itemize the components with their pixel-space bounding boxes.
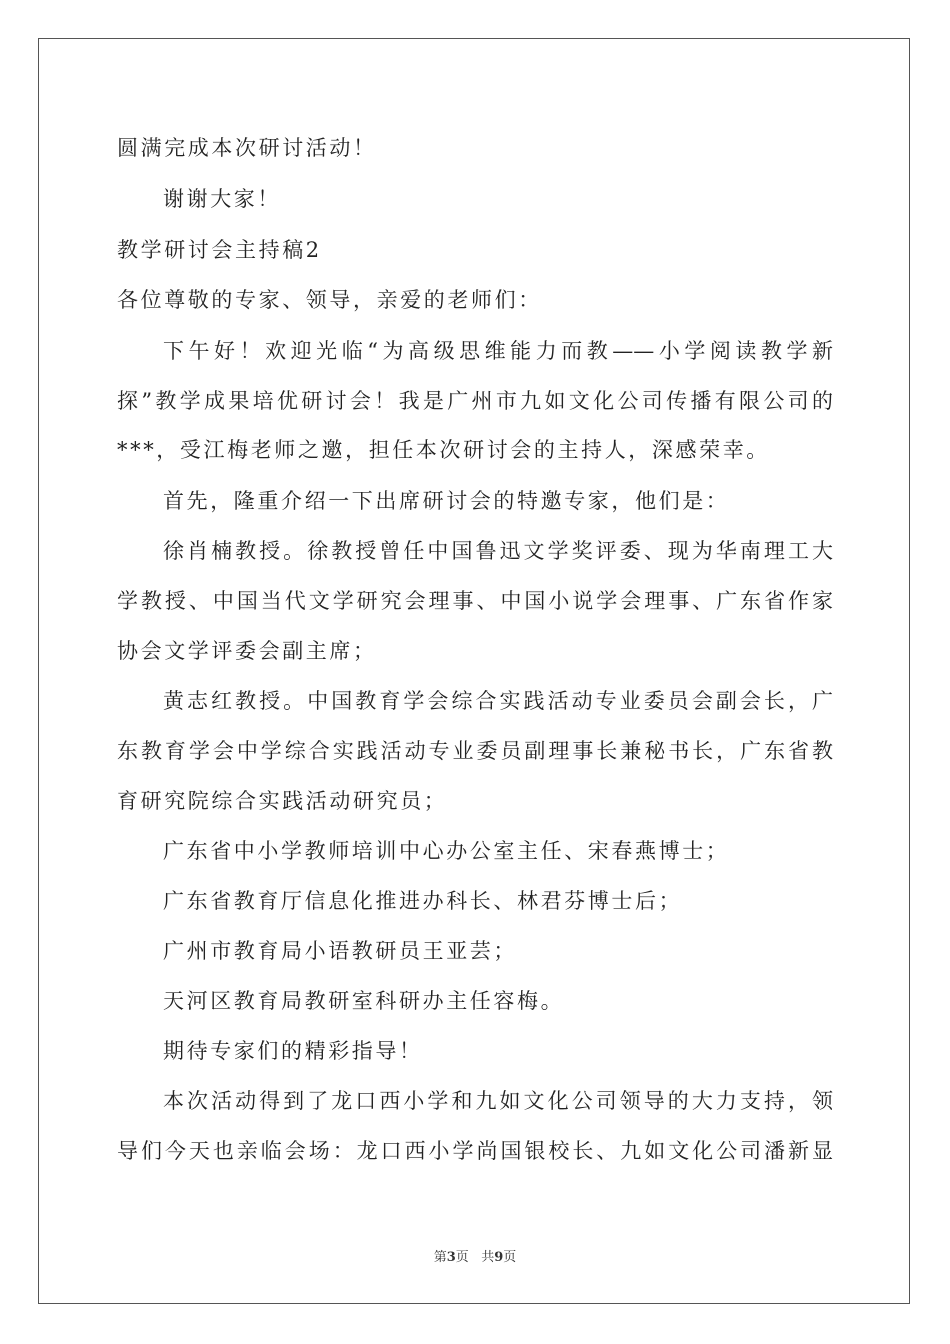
page-suffix: 页 [455,1250,469,1265]
text-line: 广东省教育厅信息化推进办科长、林君芬博士后； [163,889,683,913]
text-line: ***，受江梅老师之邀，担任本次研讨会的主持人，深感荣幸。 [117,438,770,462]
total-prefix: 共 [481,1250,495,1265]
page-footer [0,1246,950,1265]
text-line: 探”教学成果培优研讨会！我是广州市九如文化公司传播有限公司的 [117,389,833,413]
text-line: 首先，隆重介绍一下出席研讨会的特邀专家，他们是： [163,489,730,513]
text-line: 育研究院综合实践活动研究员； [117,789,448,813]
section-heading: 教学研讨会主持稿2 [117,238,322,262]
text-line: 黄志红教授。中国教育学会综合实践活动专业委员会副会长，广 [163,689,833,713]
text-line: 圆满完成本次研讨活动！ [117,136,377,160]
page-number: 3 [446,1250,456,1265]
total-suffix: 页 [503,1250,517,1265]
text-line: 学教授、中国当代文学研究会理事、中国小说学会理事、广东省作家 [117,589,833,613]
text-line: 谢谢大家！ [163,187,281,211]
text-line: 广东省中小学教师培训中心办公室主任、宋春燕博士； [163,839,730,863]
text-line: 导们今天也亲临会场：龙口西小学尚国银校长、九如文化公司潘新显 [117,1139,833,1163]
total-pages: 9 [494,1250,504,1265]
text-line: 协会文学评委会副主席； [117,639,377,663]
page-prefix: 第 [433,1250,447,1265]
text-line: 东教育学会中学综合实践活动专业委员副理事长兼秘书长，广东省教 [117,739,833,763]
text-line: 广州市教育局小语教研员王亚芸； [163,939,517,963]
text-line: 下午好！欢迎光临“为高级思维能力而教——小学阅读教学新 [163,339,833,363]
text-line: 徐肖楠教授。徐教授曾任中国鲁迅文学奖评委、现为华南理工大 [163,539,833,563]
text-line: 各位尊敬的专家、领导，亲爱的老师们： [117,288,542,312]
text-line: 天河区教育局教研室科研办主任容梅。 [163,989,565,1013]
text-line: 期待专家们的精彩指导！ [163,1039,423,1063]
text-line: 本次活动得到了龙口西小学和九如文化公司领导的大力支持，领 [163,1089,833,1113]
